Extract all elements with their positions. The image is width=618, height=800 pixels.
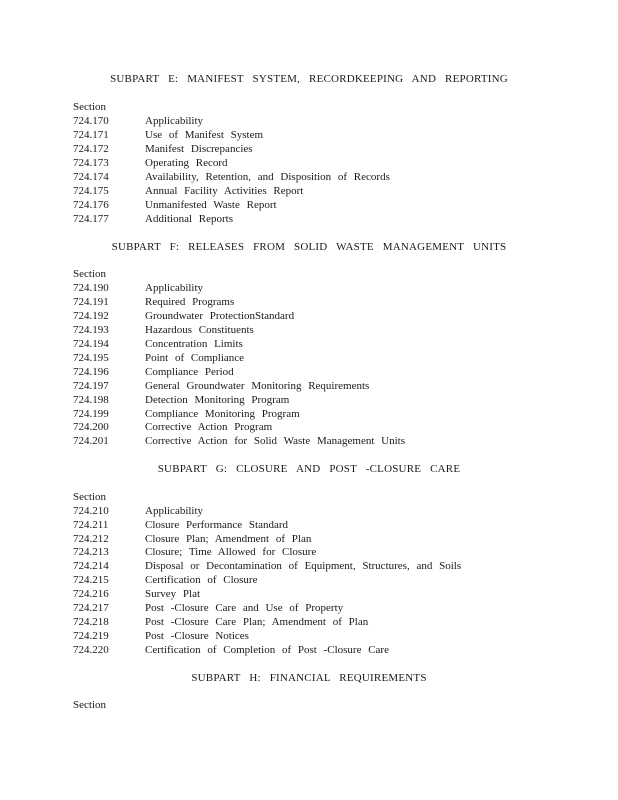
toc-entry <box>73 366 593 380</box>
toc-entry <box>73 324 593 338</box>
toc-entry <box>73 310 593 324</box>
subpart-f-heading: SUBPART F: RELEASES FROM SOLID WASTE MANAGEMENT UNITS <box>111 241 507 253</box>
section-number: 724.192 <box>73 310 109 322</box>
section-number: 724.193 <box>73 324 109 336</box>
section-title: Availability, Retention, and Disposition of Records <box>145 171 390 183</box>
section-title: Survey Plat <box>145 588 201 600</box>
section-title: Compliance Period <box>145 366 234 378</box>
section-title: Disposal or Decontamination of Equipment, Structures, and Soils <box>145 560 462 572</box>
toc-entry <box>73 115 593 129</box>
section-title: Point of Compliance <box>145 352 245 364</box>
section-label: Section <box>73 268 106 280</box>
section-title: Use of Manifest System <box>145 129 264 141</box>
section-title: Detection Monitoring Program <box>145 394 290 406</box>
section-number: 724.214 <box>73 560 109 572</box>
section-number: 724.201 <box>73 435 109 447</box>
toc-entry <box>73 352 593 366</box>
toc-entry <box>73 644 593 658</box>
toc-entry <box>73 421 593 435</box>
toc-entry <box>73 171 593 185</box>
section-number: 724.200 <box>73 421 109 433</box>
section-number: 724.219 <box>73 630 109 642</box>
section-title: Applicability <box>145 505 204 517</box>
toc-entry <box>73 616 593 630</box>
section-title: Manifest Discrepancies <box>145 143 253 155</box>
section-title: Compliance Monitoring Program <box>145 408 300 420</box>
toc-entry <box>73 338 593 352</box>
toc-entry <box>73 519 593 533</box>
section-title: Certification of Closure <box>145 574 258 586</box>
toc-entry <box>73 574 593 588</box>
section-number: 724.171 <box>73 129 109 141</box>
section-label: Section <box>73 491 106 503</box>
section-number: 724.194 <box>73 338 109 350</box>
section-title: Hazardous Constituents <box>145 324 254 336</box>
section-number: 724.190 <box>73 282 109 294</box>
section-number: 724.210 <box>73 505 109 517</box>
section-title: Applicability <box>145 282 204 294</box>
section-number: 724.211 <box>73 519 109 531</box>
toc-entry <box>73 296 593 310</box>
section-title: Post -Closure Care and Use of Property <box>145 602 344 614</box>
section-title: Closure Performance Standard <box>145 519 289 531</box>
section-title: Certification of Completion of Post -Closure Care <box>145 644 389 656</box>
section-title: Closure Plan; Amendment of Plan <box>145 533 312 545</box>
section-number: 724.215 <box>73 574 109 586</box>
section-number: 724.175 <box>73 185 109 197</box>
subpart-e-heading: SUBPART E: MANIFEST SYSTEM, RECORDKEEPING AND REPORTING <box>110 73 508 85</box>
section-title: Unmanifested Waste Report <box>145 199 277 211</box>
toc-entry <box>73 408 593 422</box>
section-title: Post -Closure Notices <box>145 630 249 642</box>
toc-entry <box>73 546 593 560</box>
section-label: Section <box>73 101 106 113</box>
section-title: Annual Facility Activities Report <box>145 185 304 197</box>
toc-entry <box>73 199 593 213</box>
section-number: 724.191 <box>73 296 109 308</box>
toc-entry <box>73 435 593 449</box>
section-number: 724.195 <box>73 352 109 364</box>
section-number: 724.170 <box>73 115 109 127</box>
section-title: Concentration Limits <box>145 338 243 350</box>
toc-entry <box>73 380 593 394</box>
section-title: Required Programs <box>145 296 235 308</box>
toc-entry <box>73 213 593 227</box>
toc-entry <box>73 157 593 171</box>
toc-entry <box>73 394 593 408</box>
section-title: Corrective Action for Solid Waste Management Units <box>145 435 405 447</box>
toc-entry <box>73 533 593 547</box>
toc-entry <box>73 560 593 574</box>
section-title: General Groundwater Monitoring Requirements <box>145 380 370 392</box>
section-number: 724.174 <box>73 171 109 183</box>
section-title: Closure; Time Allowed for Closure <box>145 546 317 558</box>
subpart-h-heading: SUBPART H: FINANCIAL REQUIREMENTS <box>191 672 427 684</box>
section-number: 724.199 <box>73 408 109 420</box>
toc-entry <box>73 505 593 519</box>
section-title: Post -Closure Care Plan; Amendment of Plan <box>145 616 369 628</box>
toc-entry <box>73 185 593 199</box>
toc-entry <box>73 129 593 143</box>
section-number: 724.197 <box>73 380 109 392</box>
section-number: 724.176 <box>73 199 109 211</box>
toc-entry <box>73 143 593 157</box>
toc-entry <box>73 630 593 644</box>
section-title: Groundwater ProtectionStandard <box>145 310 295 322</box>
toc-entry <box>73 282 593 296</box>
section-number: 724.217 <box>73 602 109 614</box>
section-number: 724.216 <box>73 588 109 600</box>
section-label: Section <box>73 699 106 711</box>
section-number: 724.198 <box>73 394 109 406</box>
section-number: 724.213 <box>73 546 109 558</box>
toc-entry <box>73 588 593 602</box>
toc-entry <box>73 602 593 616</box>
section-number: 724.172 <box>73 143 109 155</box>
section-number: 724.218 <box>73 616 109 628</box>
section-title: Additional Reports <box>145 213 234 225</box>
section-number: 724.196 <box>73 366 109 378</box>
section-title: Applicability <box>145 115 204 127</box>
section-number: 724.220 <box>73 644 109 656</box>
section-number: 724.177 <box>73 213 109 225</box>
subpart-g-heading: SUBPART G: CLOSURE AND POST -CLOSURE CARE <box>157 463 461 475</box>
section-title: Operating Record <box>145 157 228 169</box>
section-number: 724.173 <box>73 157 109 169</box>
section-title: Corrective Action Program <box>145 421 273 433</box>
section-number: 724.212 <box>73 533 109 545</box>
